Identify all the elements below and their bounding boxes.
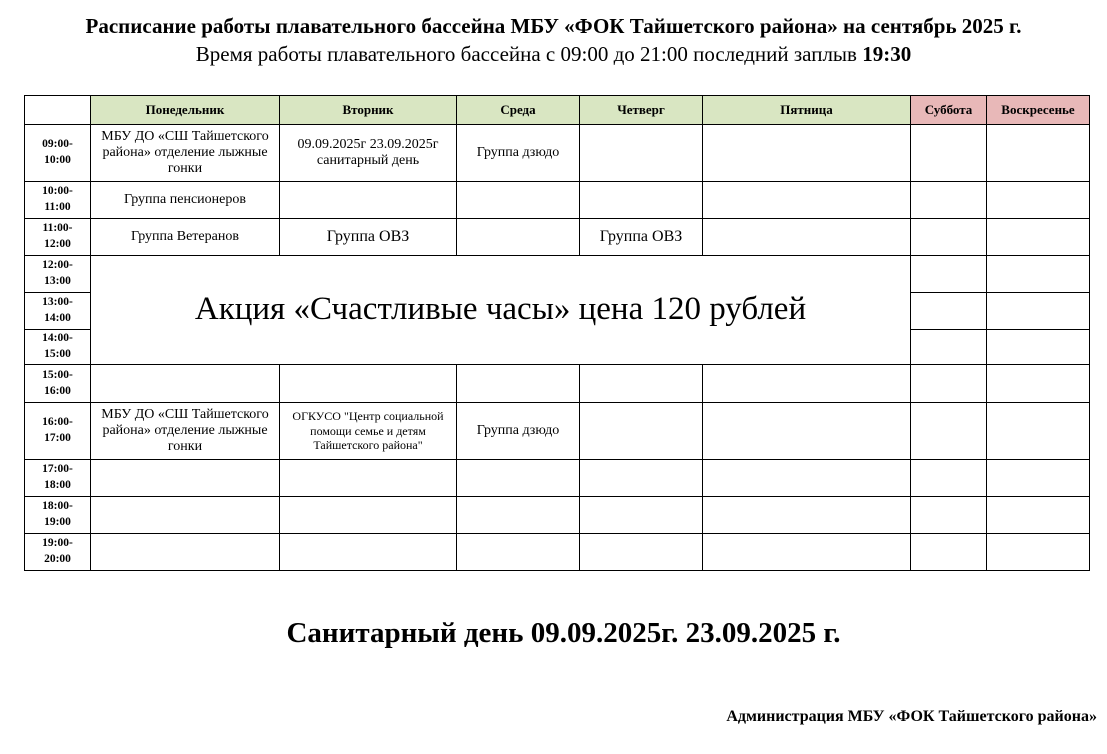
schedule-cell xyxy=(986,459,1090,497)
schedule-entry xyxy=(90,402,280,460)
schedule-entry-text: Группа Ветеранов xyxy=(131,228,239,244)
schedule-cell xyxy=(90,364,280,403)
schedule-cell xyxy=(910,533,987,571)
time-slot-cell-text: 16:00- 17:00 xyxy=(42,416,73,444)
schedule-cell xyxy=(456,218,580,256)
time-slot-cell-text: 13:00- 14:00 xyxy=(42,296,73,324)
time-slot-cell xyxy=(24,459,91,497)
administration-signature: Администрация МБУ «ФОК Тайшетского района» xyxy=(726,708,1097,725)
schedule-entry-text: МБУ ДО «СШ Тайшетского района» отделение лыжные гонки xyxy=(101,128,269,177)
schedule-cell xyxy=(702,402,911,460)
header-tue xyxy=(279,95,457,125)
schedule-cell xyxy=(910,329,987,365)
header-fri-text: Пятница xyxy=(780,101,833,117)
schedule-cell xyxy=(702,181,911,219)
promo-banner-text: Акция «Счастливые часы» цена 120 рублей xyxy=(194,291,807,328)
schedule-cell xyxy=(456,533,580,571)
schedule-cell xyxy=(456,181,580,219)
schedule-cell xyxy=(910,459,987,497)
schedule-cell xyxy=(279,364,457,403)
schedule-entry xyxy=(90,124,280,182)
promo-banner xyxy=(90,255,911,365)
schedule-entry xyxy=(279,124,457,182)
schedule-cell xyxy=(910,124,987,182)
time-slot-cell-text: 14:00- 15:00 xyxy=(42,332,73,360)
schedule-cell xyxy=(90,496,280,534)
schedule-entry-text: Группа пенсионеров xyxy=(124,191,246,207)
time-slot-cell xyxy=(24,218,91,256)
header-mon xyxy=(90,95,280,125)
time-slot-cell xyxy=(24,402,91,460)
schedule-cell xyxy=(456,459,580,497)
schedule-cell xyxy=(910,364,987,403)
schedule-entry xyxy=(579,218,703,256)
time-slot-cell-text: 11:00- 12:00 xyxy=(42,222,73,250)
time-slot-cell xyxy=(24,496,91,534)
schedule-cell xyxy=(986,292,1090,330)
time-slot-cell xyxy=(24,292,91,330)
time-slot-cell xyxy=(24,364,91,403)
schedule-cell xyxy=(579,402,703,460)
schedule-cell xyxy=(702,496,911,534)
schedule-cell xyxy=(279,496,457,534)
schedule-entry xyxy=(90,181,280,219)
schedule-cell xyxy=(702,124,911,182)
subtitle-text: Время работы плавательного бассейна с 09:00 до 21:00 последний заплыв xyxy=(195,42,863,66)
page-title: Расписание работы плавательного бассейна МБУ «ФОК Тайшетского района» на сентябрь 2025 г. xyxy=(85,14,1022,38)
schedule-entry xyxy=(456,402,580,460)
schedule-cell xyxy=(579,124,703,182)
schedule-entry xyxy=(456,124,580,182)
header-wed-text: Среда xyxy=(500,101,536,117)
last-swim-time: 19:30 xyxy=(862,42,912,66)
page-subtitle xyxy=(0,42,1107,67)
schedule-cell xyxy=(279,181,457,219)
time-slot-cell-text: 12:00- 13:00 xyxy=(42,259,73,287)
schedule-cell xyxy=(986,364,1090,403)
schedule-cell xyxy=(910,181,987,219)
schedule-cell xyxy=(579,496,703,534)
schedule-cell xyxy=(90,459,280,497)
schedule-cell xyxy=(579,181,703,219)
time-slot-cell-text: 17:00- 18:00 xyxy=(42,463,73,491)
schedule-cell xyxy=(456,496,580,534)
schedule-cell xyxy=(910,218,987,256)
sanitary-day-notice: Санитарный день 09.09.2025г. 23.09.2025 г. xyxy=(286,617,841,649)
header-mon-text: Понедельник xyxy=(145,101,225,117)
time-slot-cell-text: 19:00- 20:00 xyxy=(42,537,73,565)
schedule-entry-text: 09.09.2025г 23.09.2025г санитарный день xyxy=(297,136,439,168)
schedule-cell xyxy=(986,218,1090,256)
time-slot-cell-text: 15:00- 16:00 xyxy=(42,368,73,397)
time-slot-cell xyxy=(24,181,91,219)
schedule-entry-text: Группа дзюдо xyxy=(476,422,560,438)
schedule-entry xyxy=(279,402,457,460)
schedule-cell xyxy=(986,255,1090,293)
schedule-cell xyxy=(702,218,911,256)
schedule-cell xyxy=(910,255,987,293)
schedule-cell xyxy=(279,533,457,571)
header-thu-text: Четверг xyxy=(617,101,665,117)
schedule-entry-text: ОГКУСО "Центр социальной помощи семье и детям Тайшетского района" xyxy=(292,409,444,453)
header-fri xyxy=(702,95,911,125)
schedule-cell xyxy=(986,329,1090,365)
time-slot-cell xyxy=(24,255,91,293)
schedule-cell xyxy=(90,533,280,571)
header-wed xyxy=(456,95,580,125)
header-sat xyxy=(910,95,987,125)
schedule-cell xyxy=(910,496,987,534)
time-slot-cell xyxy=(24,124,91,182)
header-tue-text: Вторник xyxy=(342,101,394,117)
schedule-cell xyxy=(986,124,1090,182)
schedule-cell xyxy=(579,533,703,571)
schedule-cell xyxy=(579,364,703,403)
header-sat-text: Суббота xyxy=(924,101,973,117)
time-slot-cell-text: 10:00- 11:00 xyxy=(42,185,73,213)
schedule-cell xyxy=(910,292,987,330)
schedule-entry xyxy=(90,218,280,256)
schedule-cell xyxy=(456,364,580,403)
schedule-cell xyxy=(910,402,987,460)
schedule-entry-text: Группа ОВЗ xyxy=(599,227,683,245)
schedule-entry-text: Группа дзюдо xyxy=(476,144,560,160)
time-slot-cell-text: 18:00- 19:00 xyxy=(42,500,73,528)
time-slot-cell xyxy=(24,533,91,571)
header-thu xyxy=(579,95,703,125)
time-slot-cell xyxy=(24,329,91,365)
header-sun-text: Воскресенье xyxy=(1001,101,1075,117)
schedule-cell xyxy=(986,533,1090,571)
schedule-cell xyxy=(986,402,1090,460)
schedule-cell xyxy=(702,364,911,403)
schedule-cell xyxy=(986,496,1090,534)
schedule-cell xyxy=(702,459,911,497)
header-corner-cell xyxy=(24,95,91,125)
schedule-cell xyxy=(986,181,1090,219)
schedule-entry-text: МБУ ДО «СШ Тайшетского района» отделение лыжные гонки xyxy=(101,406,269,455)
schedule-cell xyxy=(702,533,911,571)
header-sun xyxy=(986,95,1090,125)
schedule-entry xyxy=(279,218,457,256)
schedule-entry-text: Группа ОВЗ xyxy=(326,227,410,245)
time-slot-cell-text: 09:00- 10:00 xyxy=(42,138,73,166)
schedule-cell xyxy=(279,459,457,497)
schedule-cell xyxy=(579,459,703,497)
